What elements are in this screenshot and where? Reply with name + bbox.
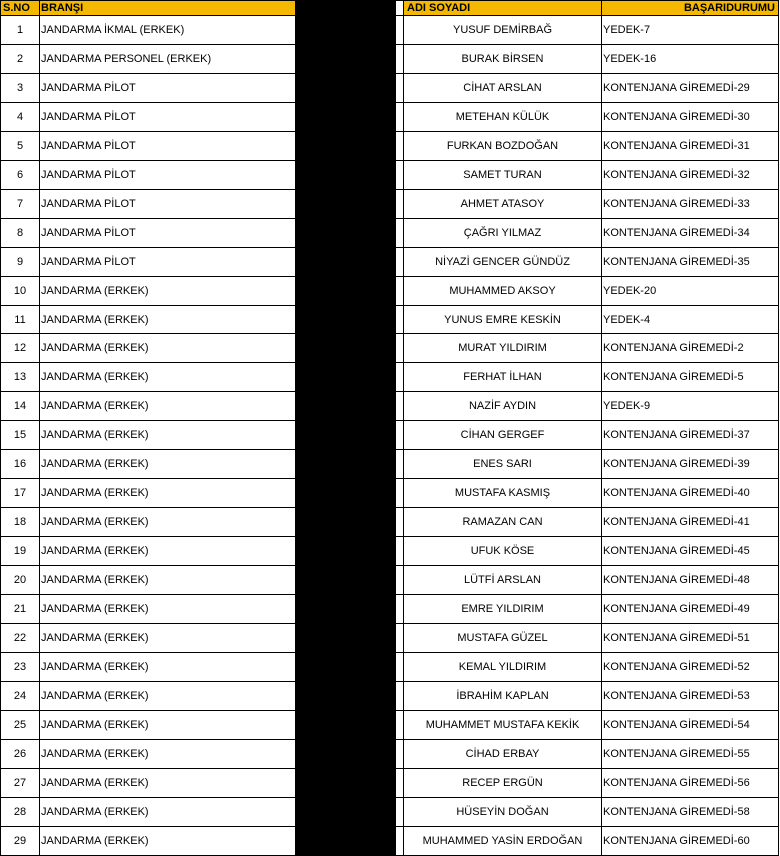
row-sno: 29: [0, 827, 40, 856]
row-status: KONTENJANA GİREMEDİ-35: [602, 248, 779, 277]
spacer-cell: [396, 479, 404, 508]
spacer-cell: [396, 392, 404, 421]
redacted-column-header: [296, 0, 396, 16]
spacer-cell: [396, 769, 404, 798]
row-brans: JANDARMA (ERKEK): [40, 363, 296, 392]
row-name: CİHAT ARSLAN: [404, 74, 602, 103]
row-brans: JANDARMA PİLOT: [40, 132, 296, 161]
row-sno: 16: [0, 450, 40, 479]
spacer-cell: [396, 132, 404, 161]
row-sno: 3: [0, 74, 40, 103]
row-name: LÜTFİ ARSLAN: [404, 566, 602, 595]
redacted-cell: [296, 653, 396, 682]
spacer-column-header: [396, 0, 404, 16]
row-sno: 26: [0, 740, 40, 769]
row-status: KONTENJANA GİREMEDİ-52: [602, 653, 779, 682]
spacer-cell: [396, 334, 404, 363]
redacted-cell: [296, 508, 396, 537]
row-sno: 21: [0, 595, 40, 624]
row-brans: JANDARMA (ERKEK): [40, 827, 296, 856]
row-sno: 12: [0, 334, 40, 363]
row-brans: JANDARMA (ERKEK): [40, 566, 296, 595]
spacer-cell: [396, 682, 404, 711]
row-brans: JANDARMA (ERKEK): [40, 479, 296, 508]
row-sno: 8: [0, 219, 40, 248]
redacted-cell: [296, 306, 396, 334]
row-name: BURAK BİRSEN: [404, 45, 602, 74]
row-name: NAZİF AYDIN: [404, 392, 602, 421]
row-status: KONTENJANA GİREMEDİ-29: [602, 74, 779, 103]
row-name: KEMAL YILDIRIM: [404, 653, 602, 682]
row-status: KONTENJANA GİREMEDİ-51: [602, 624, 779, 653]
redacted-cell: [296, 277, 396, 306]
row-name: MUHAMMED AKSOY: [404, 277, 602, 306]
redacted-cell: [296, 624, 396, 653]
table-row: [0, 190, 780, 219]
row-name: MURAT YILDIRIM: [404, 334, 602, 363]
row-sno: 15: [0, 421, 40, 450]
row-status: YEDEK-20: [602, 277, 779, 306]
header-brans: BRANŞI: [40, 0, 296, 16]
redacted-cell: [296, 45, 396, 74]
table-row: [0, 45, 780, 74]
row-brans: JANDARMA PİLOT: [40, 190, 296, 219]
row-name: RAMAZAN CAN: [404, 508, 602, 537]
spacer-cell: [396, 595, 404, 624]
redacted-cell: [296, 219, 396, 248]
redacted-cell: [296, 450, 396, 479]
row-status: KONTENJANA GİREMEDİ-40: [602, 479, 779, 508]
table-row: [0, 306, 780, 334]
spacer-cell: [396, 190, 404, 219]
row-brans: JANDARMA PİLOT: [40, 74, 296, 103]
row-brans: JANDARMA (ERKEK): [40, 537, 296, 566]
row-status: KONTENJANA GİREMEDİ-30: [602, 103, 779, 132]
row-brans: JANDARMA (ERKEK): [40, 624, 296, 653]
row-sno: 20: [0, 566, 40, 595]
table-row: [0, 248, 780, 277]
row-status: KONTENJANA GİREMEDİ-5: [602, 363, 779, 392]
row-sno: 25: [0, 711, 40, 740]
row-status: KONTENJANA GİREMEDİ-33: [602, 190, 779, 219]
row-sno: 11: [0, 306, 40, 334]
row-sno: 13: [0, 363, 40, 392]
row-status: YEDEK-9: [602, 392, 779, 421]
spacer-cell: [396, 363, 404, 392]
table-row: [0, 219, 780, 248]
table-row: [0, 392, 780, 421]
row-name: MUSTAFA KASMIŞ: [404, 479, 602, 508]
row-sno: 9: [0, 248, 40, 277]
header-status: BAŞARIDURUMU: [602, 0, 779, 16]
table-row: [0, 74, 780, 103]
row-sno: 28: [0, 798, 40, 827]
spacer-cell: [396, 537, 404, 566]
row-brans: JANDARMA (ERKEK): [40, 653, 296, 682]
row-status: KONTENJANA GİREMEDİ-48: [602, 566, 779, 595]
row-name: METEHAN KÜLÜK: [404, 103, 602, 132]
table-row: [0, 740, 780, 769]
row-name: CİHAN GERGEF: [404, 421, 602, 450]
redacted-cell: [296, 537, 396, 566]
row-name: YUNUS EMRE KESKİN: [404, 306, 602, 334]
row-brans: JANDARMA İKMAL (ERKEK): [40, 16, 296, 45]
redacted-cell: [296, 248, 396, 277]
redacted-cell: [296, 682, 396, 711]
spacer-cell: [396, 653, 404, 682]
spacer-cell: [396, 450, 404, 479]
row-name: SAMET TURAN: [404, 161, 602, 190]
row-status: KONTENJANA GİREMEDİ-49: [602, 595, 779, 624]
redacted-cell: [296, 711, 396, 740]
redacted-cell: [296, 363, 396, 392]
row-name: FERHAT İLHAN: [404, 363, 602, 392]
row-name: AHMET ATASOY: [404, 190, 602, 219]
row-sno: 10: [0, 277, 40, 306]
row-status: KONTENJANA GİREMEDİ-2: [602, 334, 779, 363]
redacted-cell: [296, 161, 396, 190]
row-status: KONTENJANA GİREMEDİ-31: [602, 132, 779, 161]
redacted-cell: [296, 769, 396, 798]
redacted-cell: [296, 103, 396, 132]
row-name: NİYAZİ GENCER GÜNDÜZ: [404, 248, 602, 277]
redacted-cell: [296, 392, 396, 421]
row-status: KONTENJANA GİREMEDİ-41: [602, 508, 779, 537]
row-brans: JANDARMA (ERKEK): [40, 595, 296, 624]
row-brans: JANDARMA (ERKEK): [40, 277, 296, 306]
row-name: ÇAĞRI YILMAZ: [404, 219, 602, 248]
row-status: KONTENJANA GİREMEDİ-56: [602, 769, 779, 798]
row-sno: 6: [0, 161, 40, 190]
spacer-cell: [396, 219, 404, 248]
table-row: [0, 653, 780, 682]
row-sno: 27: [0, 769, 40, 798]
row-brans: JANDARMA (ERKEK): [40, 711, 296, 740]
row-brans: JANDARMA (ERKEK): [40, 334, 296, 363]
row-status: YEDEK-16: [602, 45, 779, 74]
spacer-cell: [396, 16, 404, 45]
row-status: KONTENJANA GİREMEDİ-54: [602, 711, 779, 740]
table-row: [0, 827, 780, 856]
table-row: [0, 798, 780, 827]
table-row: [0, 479, 780, 508]
table-row: [0, 682, 780, 711]
row-sno: 2: [0, 45, 40, 74]
table-row: [0, 769, 780, 798]
row-status: KONTENJANA GİREMEDİ-53: [602, 682, 779, 711]
row-status: KONTENJANA GİREMEDİ-37: [602, 421, 779, 450]
redacted-cell: [296, 190, 396, 219]
spacer-cell: [396, 161, 404, 190]
row-name: FURKAN BOZDOĞAN: [404, 132, 602, 161]
table-row: [0, 277, 780, 306]
row-sno: 14: [0, 392, 40, 421]
row-status: YEDEK-4: [602, 306, 779, 334]
spacer-cell: [396, 74, 404, 103]
row-status: KONTENJANA GİREMEDİ-39: [602, 450, 779, 479]
header-name: ADI SOYADI: [404, 0, 602, 16]
spacer-cell: [396, 45, 404, 74]
spacer-cell: [396, 827, 404, 856]
row-name: HÜSEYİN DOĞAN: [404, 798, 602, 827]
spacer-cell: [396, 306, 404, 334]
table-row: [0, 508, 780, 537]
table-row: [0, 103, 780, 132]
row-sno: 17: [0, 479, 40, 508]
row-brans: JANDARMA (ERKEK): [40, 421, 296, 450]
spacer-cell: [396, 624, 404, 653]
spacer-cell: [396, 740, 404, 769]
table-row: [0, 595, 780, 624]
redacted-cell: [296, 479, 396, 508]
spacer-cell: [396, 711, 404, 740]
row-brans: JANDARMA (ERKEK): [40, 682, 296, 711]
row-name: CİHAD ERBAY: [404, 740, 602, 769]
table-row: [0, 334, 780, 363]
spacer-cell: [396, 103, 404, 132]
redacted-cell: [296, 16, 396, 45]
row-brans: JANDARMA (ERKEK): [40, 769, 296, 798]
row-brans: JANDARMA PİLOT: [40, 161, 296, 190]
row-status: YEDEK-7: [602, 16, 779, 45]
row-sno: 4: [0, 103, 40, 132]
row-brans: JANDARMA (ERKEK): [40, 798, 296, 827]
table-row: [0, 132, 780, 161]
spacer-cell: [396, 566, 404, 595]
row-brans: JANDARMA (ERKEK): [40, 306, 296, 334]
row-brans: JANDARMA PERSONEL (ERKEK): [40, 45, 296, 74]
row-name: İBRAHİM KAPLAN: [404, 682, 602, 711]
table-row: [0, 16, 780, 45]
row-name: ENES SARI: [404, 450, 602, 479]
spacer-cell: [396, 508, 404, 537]
row-brans: JANDARMA PİLOT: [40, 103, 296, 132]
table-row: [0, 450, 780, 479]
header-sno: S.NO: [0, 0, 40, 16]
table-row: [0, 566, 780, 595]
row-brans: JANDARMA (ERKEK): [40, 508, 296, 537]
row-brans: JANDARMA PİLOT: [40, 248, 296, 277]
row-sno: 22: [0, 624, 40, 653]
row-name: MUHAMMED YASİN ERDOĞAN: [404, 827, 602, 856]
row-brans: JANDARMA (ERKEK): [40, 450, 296, 479]
redacted-cell: [296, 798, 396, 827]
spacer-cell: [396, 798, 404, 827]
row-name: MUHAMMET MUSTAFA KEKİK: [404, 711, 602, 740]
row-name: UFUK KÖSE: [404, 537, 602, 566]
row-sno: 5: [0, 132, 40, 161]
table-row: [0, 537, 780, 566]
redacted-cell: [296, 334, 396, 363]
redacted-cell: [296, 421, 396, 450]
row-status: KONTENJANA GİREMEDİ-34: [602, 219, 779, 248]
table-row: [0, 711, 780, 740]
header-row: [0, 0, 780, 16]
row-sno: 18: [0, 508, 40, 537]
row-status: KONTENJANA GİREMEDİ-58: [602, 798, 779, 827]
row-brans: JANDARMA PİLOT: [40, 219, 296, 248]
row-name: MUSTAFA GÜZEL: [404, 624, 602, 653]
row-name: RECEP ERGÜN: [404, 769, 602, 798]
row-sno: 19: [0, 537, 40, 566]
redacted-cell: [296, 132, 396, 161]
row-brans: JANDARMA (ERKEK): [40, 740, 296, 769]
spacer-cell: [396, 277, 404, 306]
row-status: KONTENJANA GİREMEDİ-32: [602, 161, 779, 190]
row-sno: 7: [0, 190, 40, 219]
row-status: KONTENJANA GİREMEDİ-45: [602, 537, 779, 566]
redacted-cell: [296, 74, 396, 103]
redacted-cell: [296, 566, 396, 595]
spacer-cell: [396, 421, 404, 450]
table-row: [0, 363, 780, 392]
table-row: [0, 421, 780, 450]
redacted-cell: [296, 595, 396, 624]
row-name: EMRE YILDIRIM: [404, 595, 602, 624]
row-status: KONTENJANA GİREMEDİ-60: [602, 827, 779, 856]
table-row: [0, 161, 780, 190]
spacer-cell: [396, 248, 404, 277]
table-row: [0, 624, 780, 653]
redacted-cell: [296, 740, 396, 769]
row-sno: 24: [0, 682, 40, 711]
row-name: YUSUF DEMİRBAĞ: [404, 16, 602, 45]
row-brans: JANDARMA (ERKEK): [40, 392, 296, 421]
redacted-cell: [296, 827, 396, 856]
row-sno: 1: [0, 16, 40, 45]
row-sno: 23: [0, 653, 40, 682]
row-status: KONTENJANA GİREMEDİ-55: [602, 740, 779, 769]
